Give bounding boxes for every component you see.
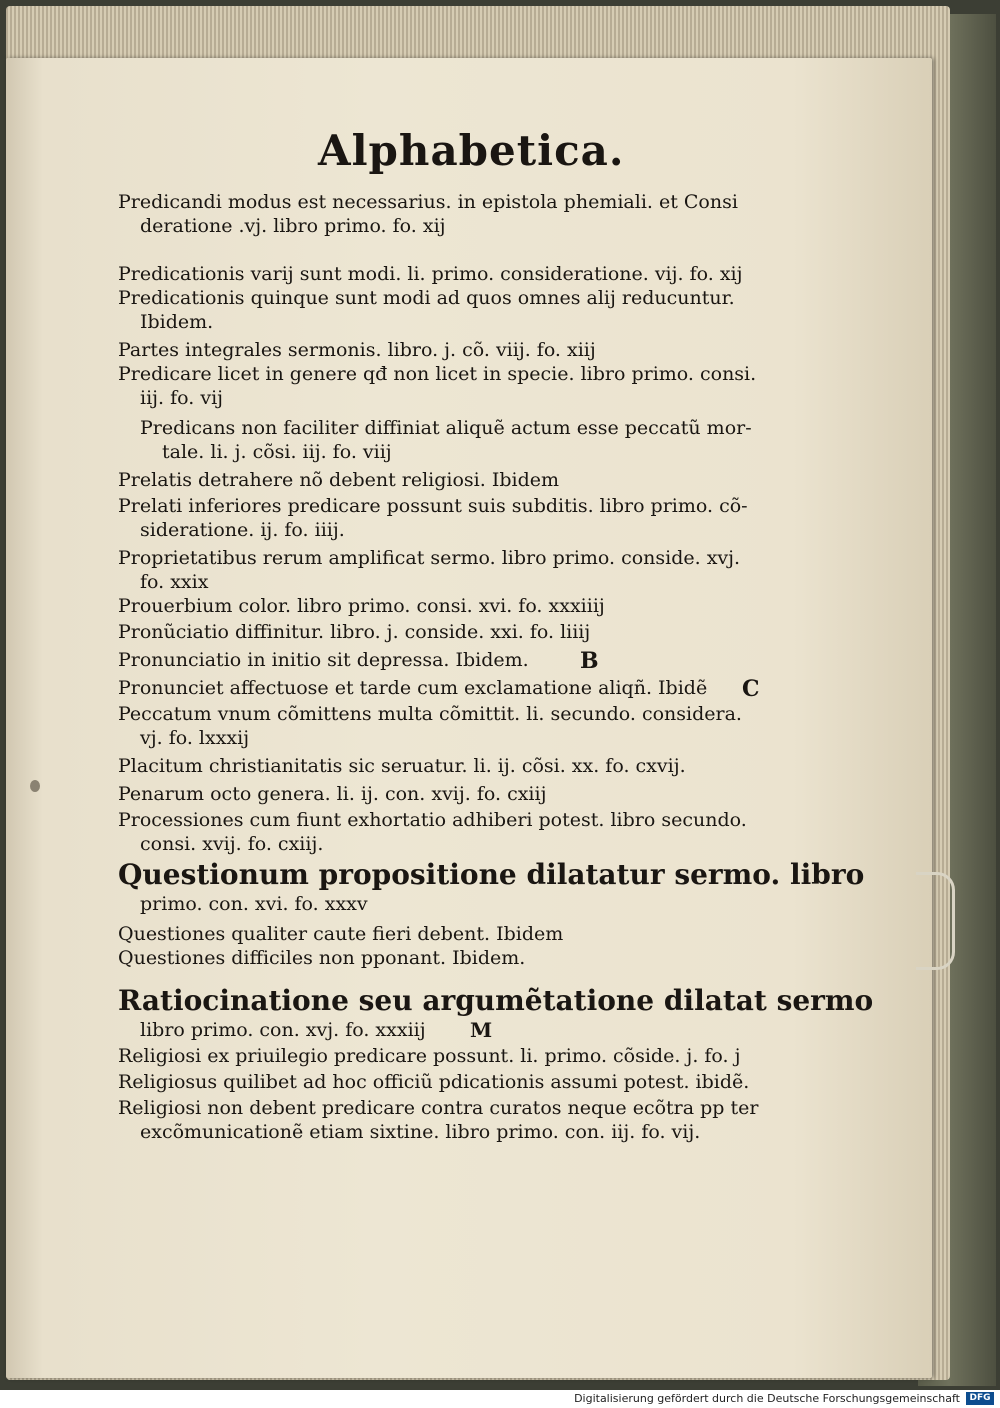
index-entry [118,546,740,594]
entry-line: Questiones difficiles non pponant. Ibidem. [118,947,526,969]
index-entry [118,338,596,362]
index-entry [118,858,864,916]
entry-continuation: primo. con. xvi. fo. xxxv [140,893,368,915]
index-entry [118,754,686,778]
index-entry [118,286,735,334]
entry-line: Penarum octo genera. li. ij. con. xvij. fo. cxiij [118,783,547,805]
entry-continuation: deratione .vj. libro primo. fo. xij [140,215,446,237]
index-entry [118,620,590,644]
index-entry [118,676,707,700]
entry-line: Religiosus quilibet ad hoc officiũ pdicationis assumi potest. ibidẽ. [118,1071,750,1093]
entry-line: Proprietatibus rerum amplificat sermo. libro primo. conside. xvj. [118,547,741,569]
entry-continuation: excõmunicationẽ etiam sixtine. libro primo. con. iij. fo. vij. [140,1121,701,1143]
section-marker-m: M [470,1018,493,1042]
entry-line: Partes integrales sermonis. libro. j. cõ. viij. fo. xiij [118,339,596,361]
entry-line: Placitum christianitatis sic seruatur. li. ij. cõsi. xx. fo. cxvij. [118,755,686,777]
entry-line: Predicandi modus est necessarius. in epistola phemiali. et Consi [118,191,738,213]
entry-line: Pronũciatio diffinitur. libro. j. conside. xxi. fo. liiij [118,621,591,643]
entry-line: Predicationis quinque sunt modi ad quos omnes alij reducuntur. [118,287,735,309]
section-marker-c: C [742,676,760,702]
page-clip [916,872,955,970]
dfg-logo: DFG [966,1392,994,1405]
index-entry [118,808,747,856]
index-entry [118,1096,758,1144]
entry-continuation: tale. li. j. cõsi. iij. fo. viij [162,441,392,463]
entry-line: Pronunciatio in initio sit depressa. Ibidem. [118,649,529,671]
section-marker-b: B [580,648,599,674]
entry-line: Processiones cum fiunt exhortatio adhiberi potest. libro secundo. [118,809,747,831]
index-entry [118,782,546,806]
index-entry [118,494,748,542]
entry-continuation: Ibidem. [140,311,214,333]
wormhole [30,780,40,792]
index-entry [118,362,756,410]
entry-line: Pronunciet affectuose et tarde cum exclamatione aliqñ. Ibidẽ [118,677,708,699]
entry-line: Predicare licet in genere qđ non licet in specie. libro primo. consi. [118,363,757,385]
index-entry [118,468,559,492]
entry-line: Predicans non faciliter diffiniat aliquẽ actum esse peccatũ mor- [140,417,752,439]
index-entry [118,1044,741,1068]
entry-line: Peccatum vnum cõmittens multa cõmittit. li. secundo. considera. [118,703,742,725]
entry-line: Prouerbium color. libro primo. consi. xvi. fo. xxxiiij [118,595,605,617]
entry-continuation: sideratione. ij. fo. iiij. [140,519,345,541]
index-entry [118,648,529,672]
page-title: Alphabetica. [318,126,625,175]
entry-continuation: fo. xxix [140,571,209,593]
entry-line: Questionum propositione dilatatur sermo. libro [118,858,865,891]
entry-line: Prelatis detrahere nõ debent religiosi. Ibidem [118,469,559,491]
entry-continuation: iij. fo. vij [140,387,224,409]
index-entry [118,922,563,946]
entry-continuation: consi. xvij. fo. cxiij. [140,833,324,855]
entry-continuation: libro primo. con. xvj. fo. xxxiij [140,1019,426,1041]
index-entry [118,262,743,286]
index-entry [118,594,605,618]
entry-line: Questiones qualiter caute fieri debent. Ibidem [118,923,564,945]
index-entry [118,984,873,1042]
entry-line: Ratiocinatione seu argumẽtatione dilatat sermo [118,984,874,1017]
entry-line: Predicationis varij sunt modi. li. primo. consideratione. vij. fo. xij [118,263,743,285]
index-entry [118,416,752,464]
footer-bar [0,1390,1000,1408]
index-entry [118,702,742,750]
entry-line: Religiosi ex priuilegio predicare possunt. li. primo. cõside. j. fo. j [118,1045,741,1067]
index-entry [118,946,525,970]
index-entry [118,1070,749,1094]
entry-line: Prelati inferiores predicare possunt suis subditis. libro primo. cõ- [118,495,748,517]
entry-line: Religiosi non debent predicare contra curatos neque ecõtra pp ter [118,1097,759,1119]
index-entry [118,190,738,238]
entry-continuation: vj. fo. lxxxij [140,727,250,749]
funding-note: Digitalisierung gefördert durch die Deutsche Forschungsgemeinschaft [574,1392,960,1405]
